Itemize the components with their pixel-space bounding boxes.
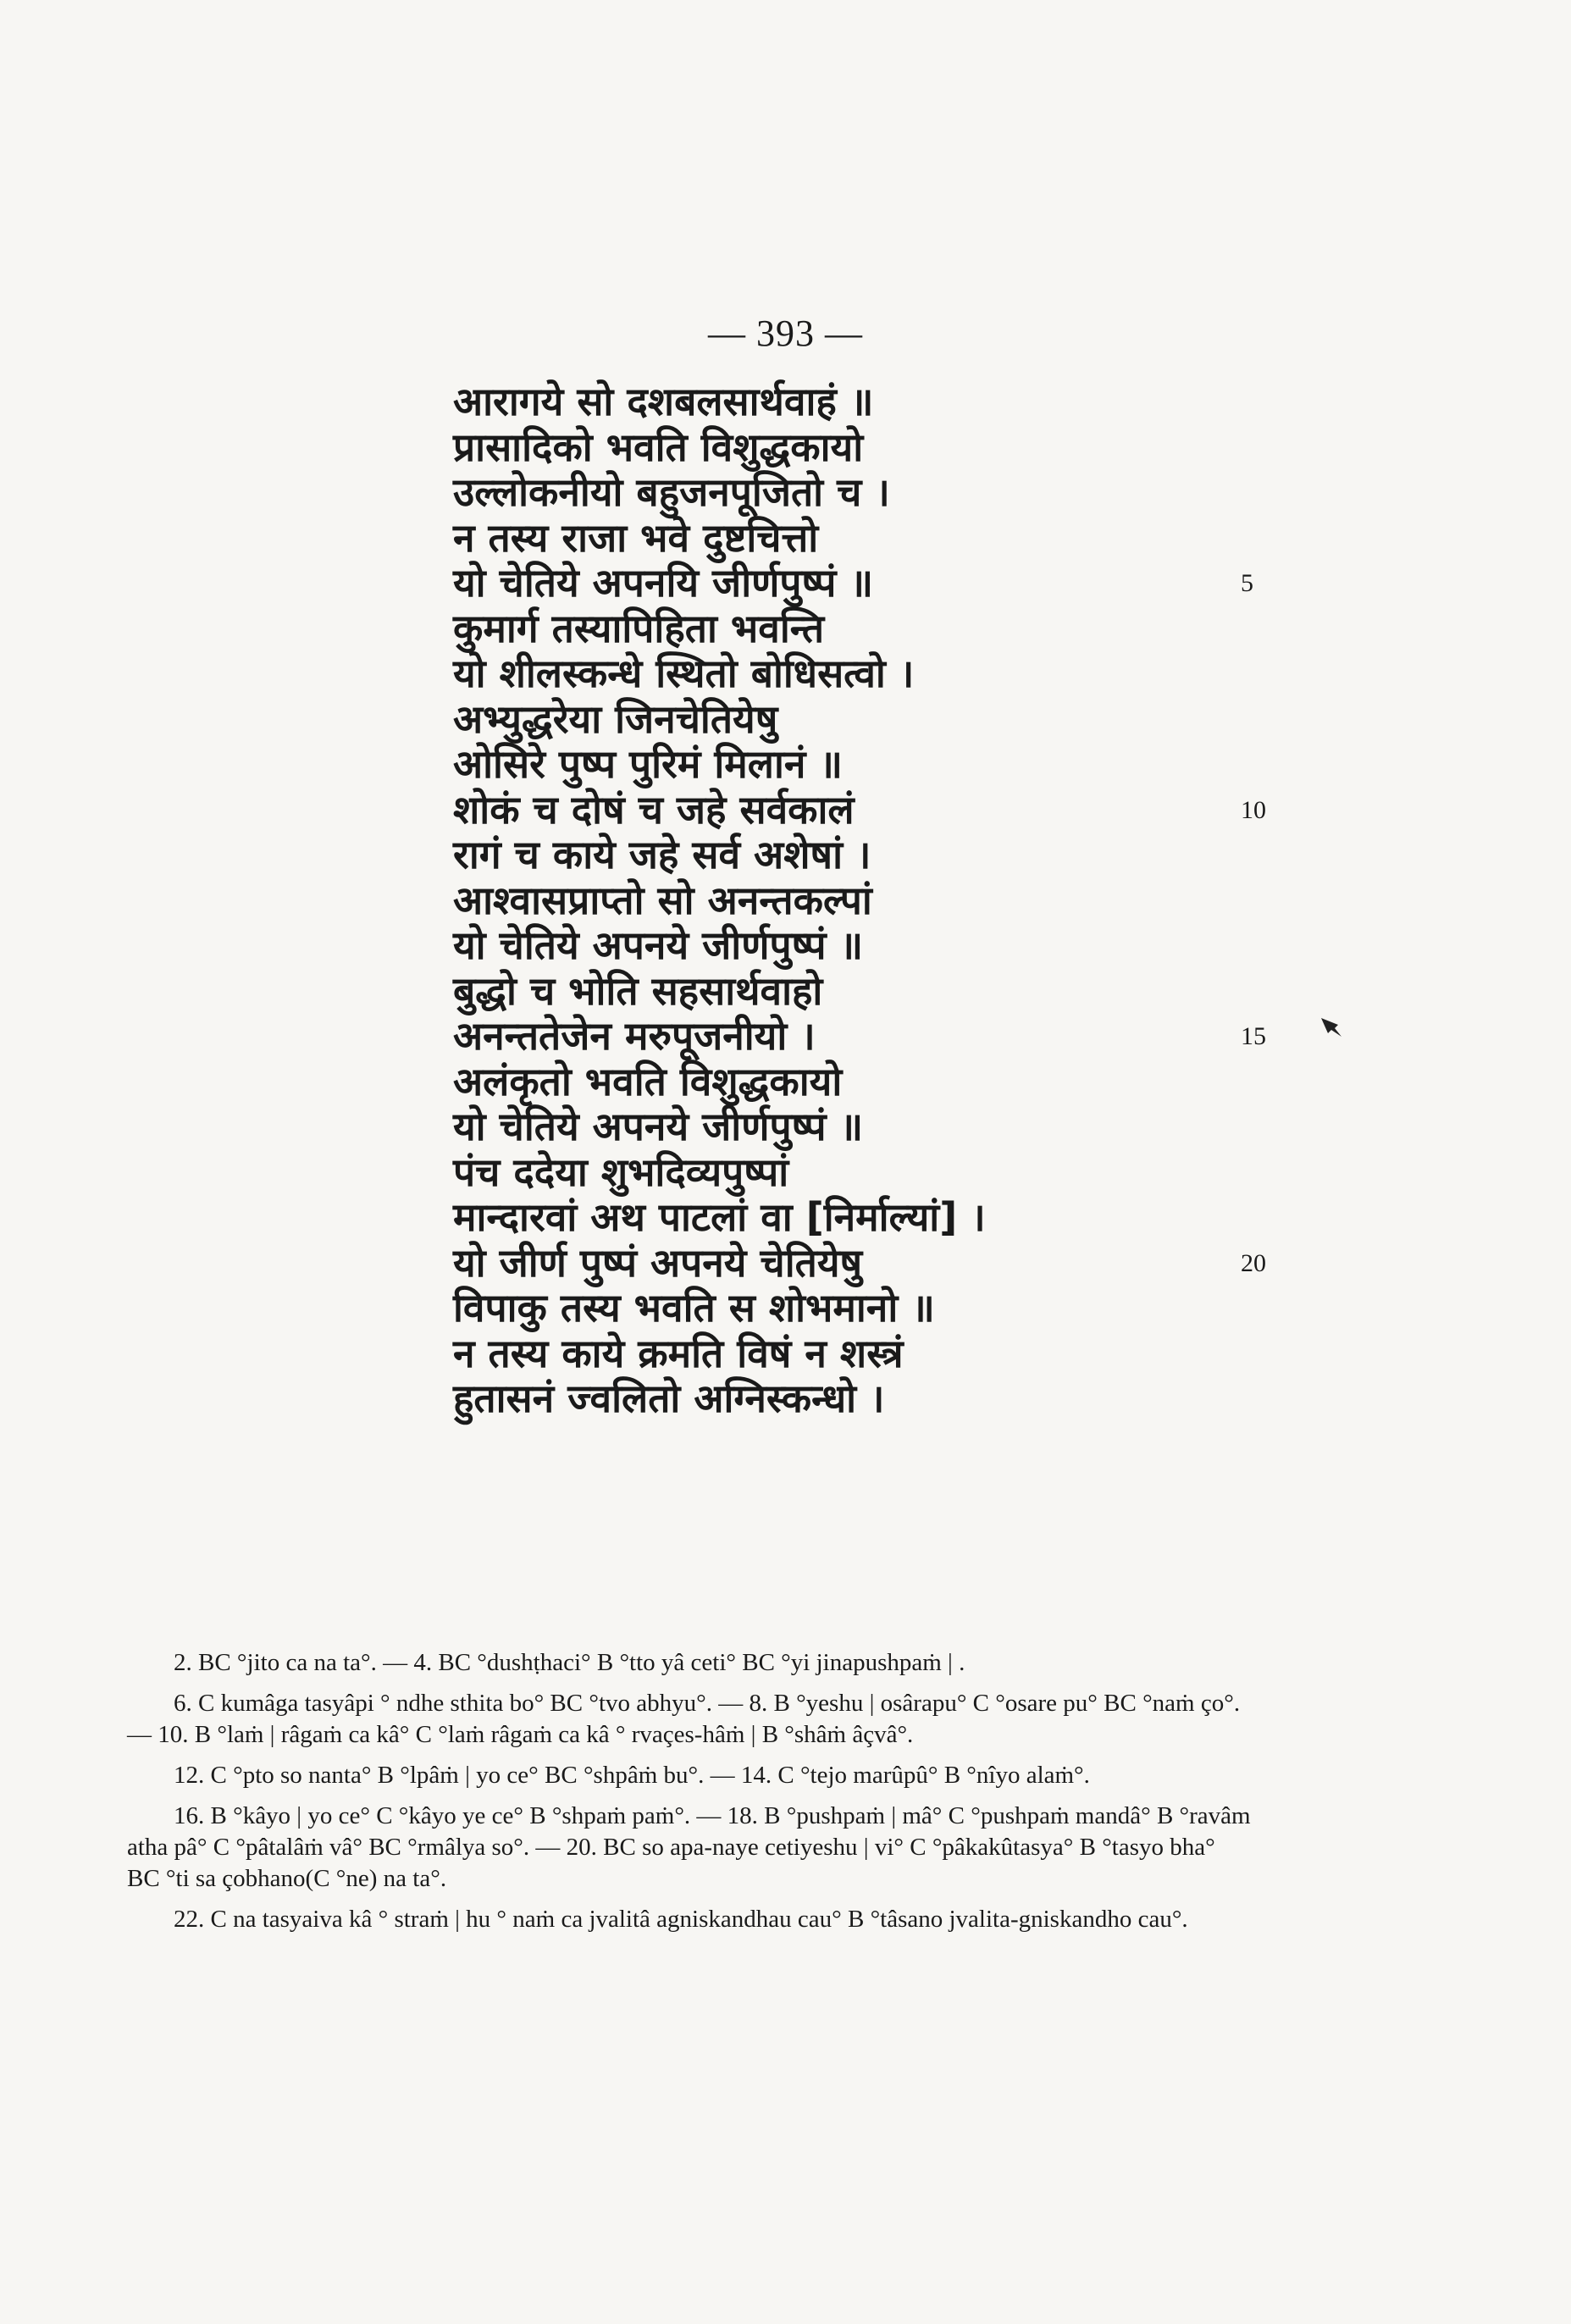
verse-line <box>453 742 1215 788</box>
verse-text: पंच ददेया शुभदिव्यपुष्पां <box>453 1148 789 1195</box>
verse-text: विपाकु तस्य भवति स शोभमानो ॥ <box>453 1285 935 1331</box>
verse-text: शोकं च दोषं च जहे सर्वकालं <box>453 786 855 833</box>
verse-text: न तस्य काये क्रमति विषं न शस्त्रं <box>453 1330 904 1376</box>
footnote: 16. B °kâyo | yo ce° C °kâyo ye ce° B °shpaṁ paṁ°. — 18. B °pushpaṁ | mâ° C °pushpaṁ mandâ° B °ravâm atha pâ° C °pâtalâṁ vâ° BC °rmâlya so°. — 20. BC so apa-naye cetiyeshu | vi° C °pâkakûtasya° B °tasyo bha° BC °ti sa çobhano(C °ne) na ta°. <box>127 1802 1251 1892</box>
verse-line <box>453 425 1215 471</box>
verse-line <box>453 1286 1215 1331</box>
verse-text: हुतासनं ज्वलितो अग्निस्कन्धो । <box>453 1375 885 1421</box>
verse-line <box>453 1104 1215 1150</box>
line-number: 10 <box>1241 795 1266 824</box>
verse-text: यो चेतिये अपनयि जीर्णपुष्पं ॥ <box>453 560 873 606</box>
line-number: 20 <box>1241 1248 1266 1277</box>
verse-text: मान्दारवां अथ पाटलां वा [निर्माल्यां] । <box>453 1194 986 1240</box>
footnotes <box>127 1647 1253 1945</box>
verse-text: कुमार्ग तस्यापिहिता भवन्ति <box>453 605 825 651</box>
verse-line <box>453 560 1253 606</box>
line-number: 15 <box>1241 1022 1266 1050</box>
verse-line <box>453 606 1215 652</box>
verse-text: यो शीलस्कन्धे स्थितो बोधिसत्वो । <box>453 650 915 696</box>
verse-line <box>453 697 1215 743</box>
verse-text: अनन्ततेजेन मरुपूजनीयो । <box>453 1013 816 1059</box>
verse-text: रागं च काये जहे सर्व अशेषां । <box>453 832 871 877</box>
verse-line <box>453 1060 1215 1105</box>
verse-block <box>453 379 1266 1422</box>
footnote: 12. C °pto so nanta° B °lpâṁ | yo ce° BC °shpâṁ bu°. — 14. C °tejo marûpû° B °nîyo alaṁ°. <box>174 1762 1090 1789</box>
line-number: 5 <box>1241 569 1253 597</box>
verse-line <box>453 1150 1215 1196</box>
verse-line <box>453 1376 1215 1422</box>
verse-line <box>453 878 1215 924</box>
page-number: — 393 — <box>708 313 863 354</box>
verse-text: यो जीर्ण पुष्पं अपनये चेतियेषु <box>453 1239 863 1286</box>
footnote: 22. C na tasyaiva kâ ° straṁ | hu ° naṁ ca jvalitâ agniskandhau cau° B °tâsano jvalita-gniskandho cau°. <box>174 1906 1188 1933</box>
verse-line <box>453 516 1215 562</box>
verse-text: न तस्य राजा भवे दुष्टचित्तो <box>453 514 819 561</box>
verse-line <box>453 651 1215 697</box>
verse-text: आरागये सो दशबलसार्थवाहं ॥ <box>453 379 874 424</box>
verse-text: ओसिरे पुष्प पुरिमं मिलानं ॥ <box>453 741 843 787</box>
verse-line <box>453 786 1266 833</box>
verse-text: यो चेतिये अपनये जीर्णपुष्पं ॥ <box>453 922 864 968</box>
verse-line <box>453 470 1215 516</box>
verse-line <box>453 1331 1215 1377</box>
verse-line <box>453 833 1215 878</box>
verse-line <box>453 379 1215 425</box>
verse-line <box>453 1013 1266 1060</box>
verse-text: बुद्धो च भोति सहसार्थवाहो <box>453 967 823 1014</box>
verse-text: अलंकृतो भवति विशुद्धकायो <box>453 1058 843 1104</box>
verse-line <box>453 1195 1215 1241</box>
ink-smudge-mark <box>1319 1015 1345 1040</box>
verse-line <box>453 923 1215 969</box>
verse-text: आश्वासप्राप्तो सो अनन्तकल्पां <box>453 877 872 923</box>
verse-line <box>453 969 1215 1015</box>
verse-text: प्रासादिको भवति विशुद्धकायो <box>453 423 864 470</box>
verse-text: अभ्युद्धरेया जिनचेतियेषु <box>453 695 778 742</box>
footnote: 6. C kumâga tasyâpi ° ndhe sthita bo° BC °tvo abhyu°. — 8. B °yeshu | osârapu° C °osare pu° BC °naṁ ço°. — 10. B °laṁ | râgaṁ ca kâ° C °laṁ râgaṁ ca kâ ° rvaçes-hâṁ | B °shâṁ âçvâ°. <box>127 1690 1241 1748</box>
footnote: 2. BC °jito ca na ta°. — 4. BC °dushṭhaci° B °tto yâ ceti° BC °yi jinapushpaṁ | . <box>174 1649 965 1676</box>
verse-text: उल्लोकनीयो बहुजनपूजितो च । <box>453 469 890 515</box>
verse-line <box>453 1239 1266 1286</box>
verse-text: यो चेतिये अपनये जीर्णपुष्पं ॥ <box>453 1104 864 1149</box>
